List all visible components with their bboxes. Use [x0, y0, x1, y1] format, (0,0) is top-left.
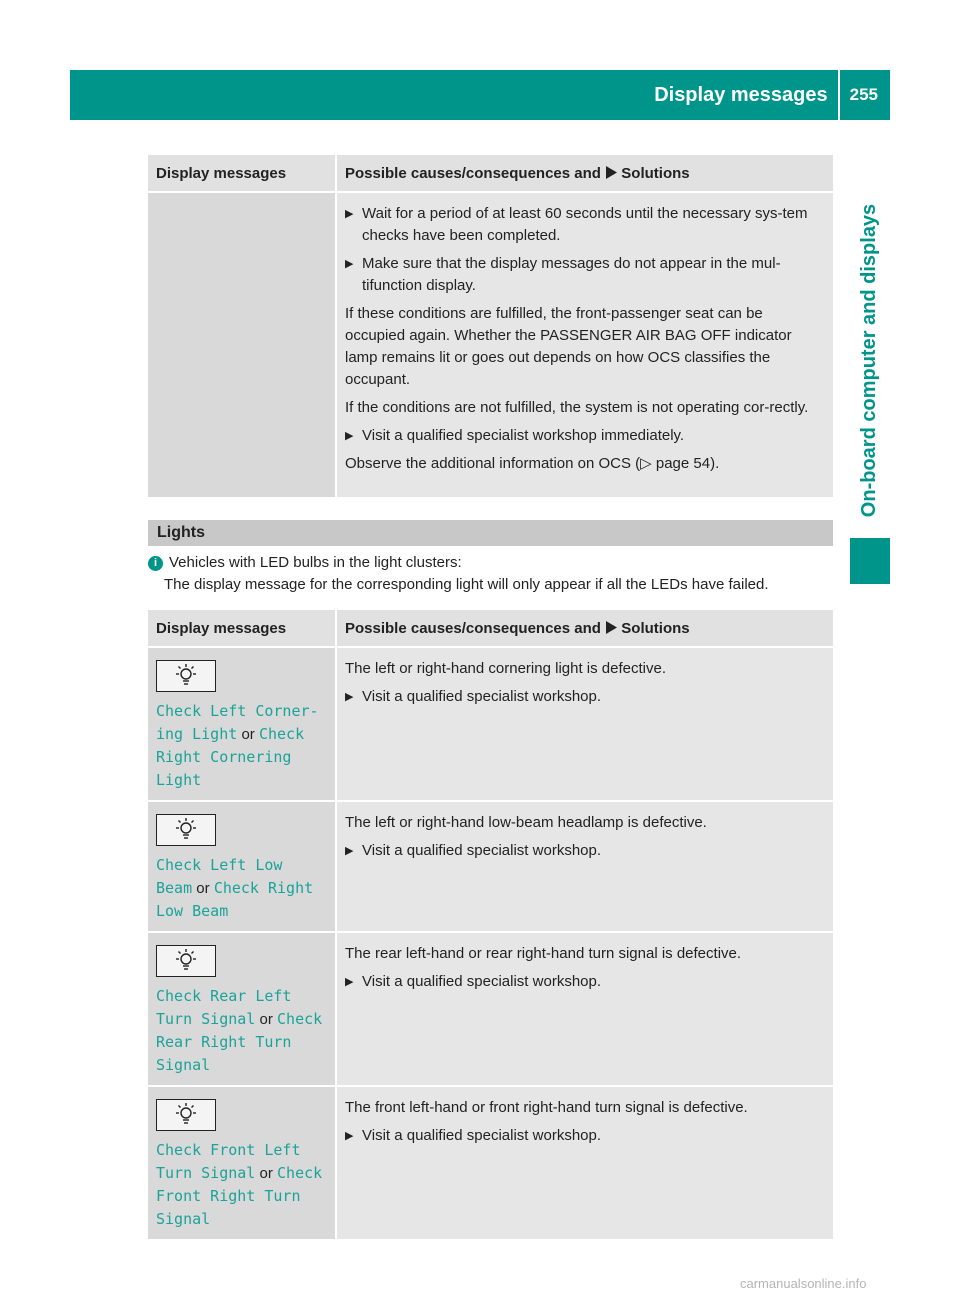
instruction-item: [345, 840, 825, 862]
instruction-item: [345, 425, 825, 447]
cause-text: The rear left-hand or rear right-hand turn signal is defective.: [345, 945, 742, 962]
message-cell: [148, 933, 337, 1087]
empty-message-cell: [148, 193, 337, 499]
display-message-text: Check Front Left Turn Signal: [156, 1141, 301, 1182]
instruction-text: Visit a qualified specialist workshop.: [362, 688, 602, 705]
instruction-text: Make sure that the display messages do not appear in the mul-tifunction display.: [362, 255, 781, 294]
watermark: carmanualsonline.info: [740, 1276, 867, 1291]
or-label: or: [196, 880, 210, 897]
triangle-right-icon: [605, 621, 617, 634]
bulb-icon: [156, 1099, 216, 1131]
display-message-text: Check Left Corner‐ ing Light: [156, 702, 319, 743]
note-line: The display message for the corresponding light will only appear if all the LEDs have failed.: [164, 576, 769, 593]
causes-cell: [337, 193, 833, 499]
info-icon: i: [148, 556, 163, 571]
causes-cell: [337, 802, 833, 933]
info-note: [148, 552, 838, 596]
cause-text: The left or right-hand cornering light is defective.: [345, 660, 666, 677]
instruction-item: [345, 971, 825, 993]
column-header-solutions-text: Solutions: [621, 165, 690, 182]
causes-cell: [337, 1087, 833, 1241]
paragraph: If the conditions are not fulfilled, the system is not operating cor-rectly.: [345, 399, 809, 416]
causes-cell: [337, 648, 833, 802]
bulb-icon-glyph: [173, 1102, 199, 1128]
instruction-text: Visit a qualified specialist workshop.: [362, 842, 602, 859]
bulb-icon: [156, 814, 216, 846]
display-message-text: Check Front Right Turn Signal: [156, 1164, 323, 1228]
display-message-text: Check Right Cornering Light: [156, 725, 305, 789]
or-label: or: [259, 1165, 273, 1182]
paragraph: Observe the additional information on OCS (▷ page 54).: [345, 455, 720, 472]
or-label: or: [241, 726, 255, 743]
triangle-right-icon: ▶: [345, 691, 354, 703]
column-header-causes-text: Possible causes/consequences and: [345, 620, 601, 637]
triangle-right-icon: [605, 166, 617, 179]
note-line: Vehicles with LED bulbs in the light clusters:: [169, 554, 462, 571]
column-header-causes: [337, 155, 833, 193]
table-row: [148, 1087, 833, 1241]
table-row: [148, 648, 833, 802]
display-message-text: Check Right Low Beam: [156, 879, 314, 920]
bulb-icon-glyph: [173, 663, 199, 689]
triangle-right-icon: ▶: [345, 208, 354, 220]
triangle-right-icon: ▶: [345, 845, 354, 857]
header-bar: [70, 70, 890, 120]
column-header-causes: [337, 610, 833, 648]
table-row: [148, 933, 833, 1087]
column-header-messages: Display messages: [148, 610, 337, 648]
or-label: or: [259, 1011, 273, 1028]
instruction-item: [345, 253, 825, 297]
display-messages-table-continued: [148, 155, 833, 499]
side-tab-label: On-board computer and displays: [858, 203, 881, 517]
causes-cell: [337, 933, 833, 1087]
message-cell: [148, 1087, 337, 1241]
bulb-icon-glyph: [173, 948, 199, 974]
triangle-right-icon: ▶: [345, 1130, 354, 1142]
cause-text: The left or right-hand low-beam headlamp is defective.: [345, 814, 707, 831]
column-header-causes-text: Possible causes/consequences and: [345, 165, 601, 182]
instruction-text: Visit a qualified specialist workshop.: [362, 973, 602, 990]
instruction-item: [345, 1125, 825, 1147]
side-tab: [850, 140, 890, 580]
triangle-right-icon: ▶: [345, 258, 354, 270]
column-header-solutions-text: Solutions: [621, 620, 690, 637]
section-heading-lights: Lights: [148, 520, 833, 546]
cause-text: The front left-hand or front right-hand turn signal is defective.: [345, 1099, 748, 1116]
instruction-text: Visit a qualified specialist workshop.: [362, 1127, 602, 1144]
display-message-text: Check Left Low Beam: [156, 856, 283, 897]
message-cell: [148, 648, 337, 802]
bulb-icon: [156, 945, 216, 977]
page-title: Display messages: [654, 83, 828, 106]
display-message-text: Check Rear Right Turn Signal: [156, 1010, 323, 1074]
bulb-icon: [156, 660, 216, 692]
table-row: [148, 802, 833, 933]
display-message-text: Check Rear Left Turn Signal: [156, 987, 292, 1028]
triangle-right-icon: ▶: [345, 430, 354, 442]
side-tab-marker: [850, 538, 890, 584]
instruction-text: Wait for a period of at least 60 seconds until the necessary sys-tem checks have been completed.: [362, 205, 808, 244]
column-header-messages: Display messages: [148, 155, 337, 193]
triangle-right-icon: ▶: [345, 976, 354, 988]
message-cell: [148, 802, 337, 933]
lights-messages-table: [148, 610, 833, 1241]
bulb-icon-glyph: [173, 817, 199, 843]
instruction-item: [345, 686, 825, 708]
page-number: 255: [849, 85, 878, 104]
instruction-text: Visit a qualified specialist workshop immediately.: [362, 427, 685, 444]
instruction-item: [345, 203, 825, 247]
paragraph: If these conditions are fulfilled, the front-passenger seat can be occupied again. Whether the PASSENGER AIR BAG OFF indicator lamp remains lit or goes out depends on how OCS classifies the occupant.: [345, 305, 792, 388]
